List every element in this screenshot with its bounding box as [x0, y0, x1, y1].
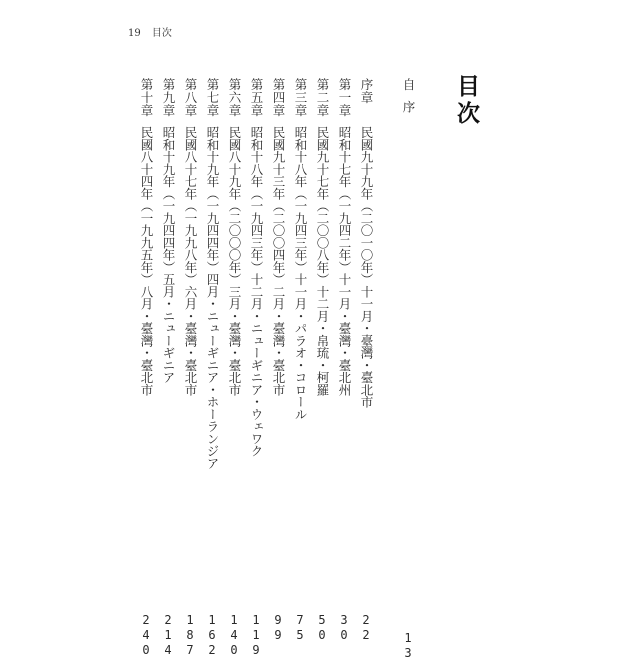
- toc-entry-label: 序章: [359, 78, 374, 104]
- toc-entry-label: 第三章: [293, 78, 308, 117]
- toc-title: 目次: [453, 74, 479, 128]
- toc-entry-page: 214: [161, 613, 175, 658]
- toc-entry-label: 第八章: [183, 78, 198, 117]
- toc-entry-chapter-4[interactable]: [268, 78, 288, 643]
- toc-entry-chapter-9[interactable]: [158, 78, 178, 658]
- toc-entry-title: 昭和十九年（一九四四年）五月・ニューギニア: [161, 126, 176, 384]
- running-head-page-number: 19: [128, 28, 141, 39]
- toc-entry-title: 昭和十八年（一九四三年）十二月・ニューギニア・ウェワク: [249, 126, 264, 457]
- toc-entry-page: 22: [359, 613, 373, 643]
- toc-entry-prologue[interactable]: [356, 78, 376, 643]
- toc-entry-title: 昭和十九年（一九四四年）四月・ニューギニア・ホーランジア: [205, 126, 220, 469]
- toc-entry-chapter-1[interactable]: [334, 78, 354, 643]
- toc-entry-title: 民國九十七年（二〇〇八年）十二月・帛琉・柯羅: [315, 126, 330, 396]
- toc-entry-chapter-10[interactable]: [136, 78, 156, 658]
- toc-entry-page: 187: [183, 613, 197, 658]
- toc-entry-page: 119: [249, 613, 263, 658]
- toc-entry-label: 第七章: [205, 78, 220, 117]
- toc-entry-title: 民國八十四年（一九九五年）八月・臺灣・臺北市: [139, 126, 154, 396]
- toc-entry-title: 民國九十九年（二〇一〇年）十一月・臺灣・臺北市: [359, 126, 374, 408]
- toc-entry-page: 99: [271, 613, 285, 643]
- toc-entry-label: 第十章: [139, 78, 154, 117]
- running-head-section: 目次: [151, 28, 172, 39]
- toc-entry-chapter-6[interactable]: [224, 78, 244, 658]
- toc-entry-page: 75: [293, 613, 307, 643]
- toc-entry-page: 30: [337, 613, 351, 643]
- toc-entry-label: 第五章: [249, 78, 264, 117]
- toc-entry-label: 第四章: [271, 78, 286, 117]
- toc-entry-page: 13: [401, 631, 415, 661]
- toc-entry-title: 民國八十七年（一九九八年）六月・臺灣・臺北市: [183, 126, 198, 396]
- toc-entry-label: 自序: [401, 78, 416, 123]
- toc-entry-chapter-7[interactable]: [202, 78, 222, 658]
- toc-entry-label: 第二章: [315, 78, 330, 117]
- toc-entry-label: 第一章: [337, 78, 352, 117]
- toc-entry-title: 民國九十三年（二〇〇四年）二月・臺灣・臺北市: [271, 126, 286, 396]
- toc-entry-title: 民國八十九年（二〇〇〇年）三月・臺灣・臺北市: [227, 126, 242, 396]
- toc-entry-title: 昭和十八年（一九四三年）十一月・パラオ・コロール: [293, 126, 308, 420]
- toc-entry-preface[interactable]: [398, 78, 418, 661]
- toc-entry-chapter-2[interactable]: [312, 78, 332, 643]
- toc-entry-chapter-8[interactable]: [180, 78, 200, 658]
- toc-entry-chapter-3[interactable]: [290, 78, 310, 643]
- toc-entry-page: 162: [205, 613, 219, 658]
- toc-entry-label: 第九章: [161, 78, 176, 117]
- running-head: [128, 24, 172, 39]
- toc-entry-page: 50: [315, 613, 329, 643]
- toc-entry-page: 240: [139, 613, 153, 658]
- toc-entry-page: 140: [227, 613, 241, 658]
- toc-entry-chapter-5[interactable]: [246, 78, 266, 658]
- toc-entry-title: 昭和十七年（一九四二年）十一月・臺灣・臺北州: [337, 126, 352, 396]
- toc-entry-label: 第六章: [227, 78, 242, 117]
